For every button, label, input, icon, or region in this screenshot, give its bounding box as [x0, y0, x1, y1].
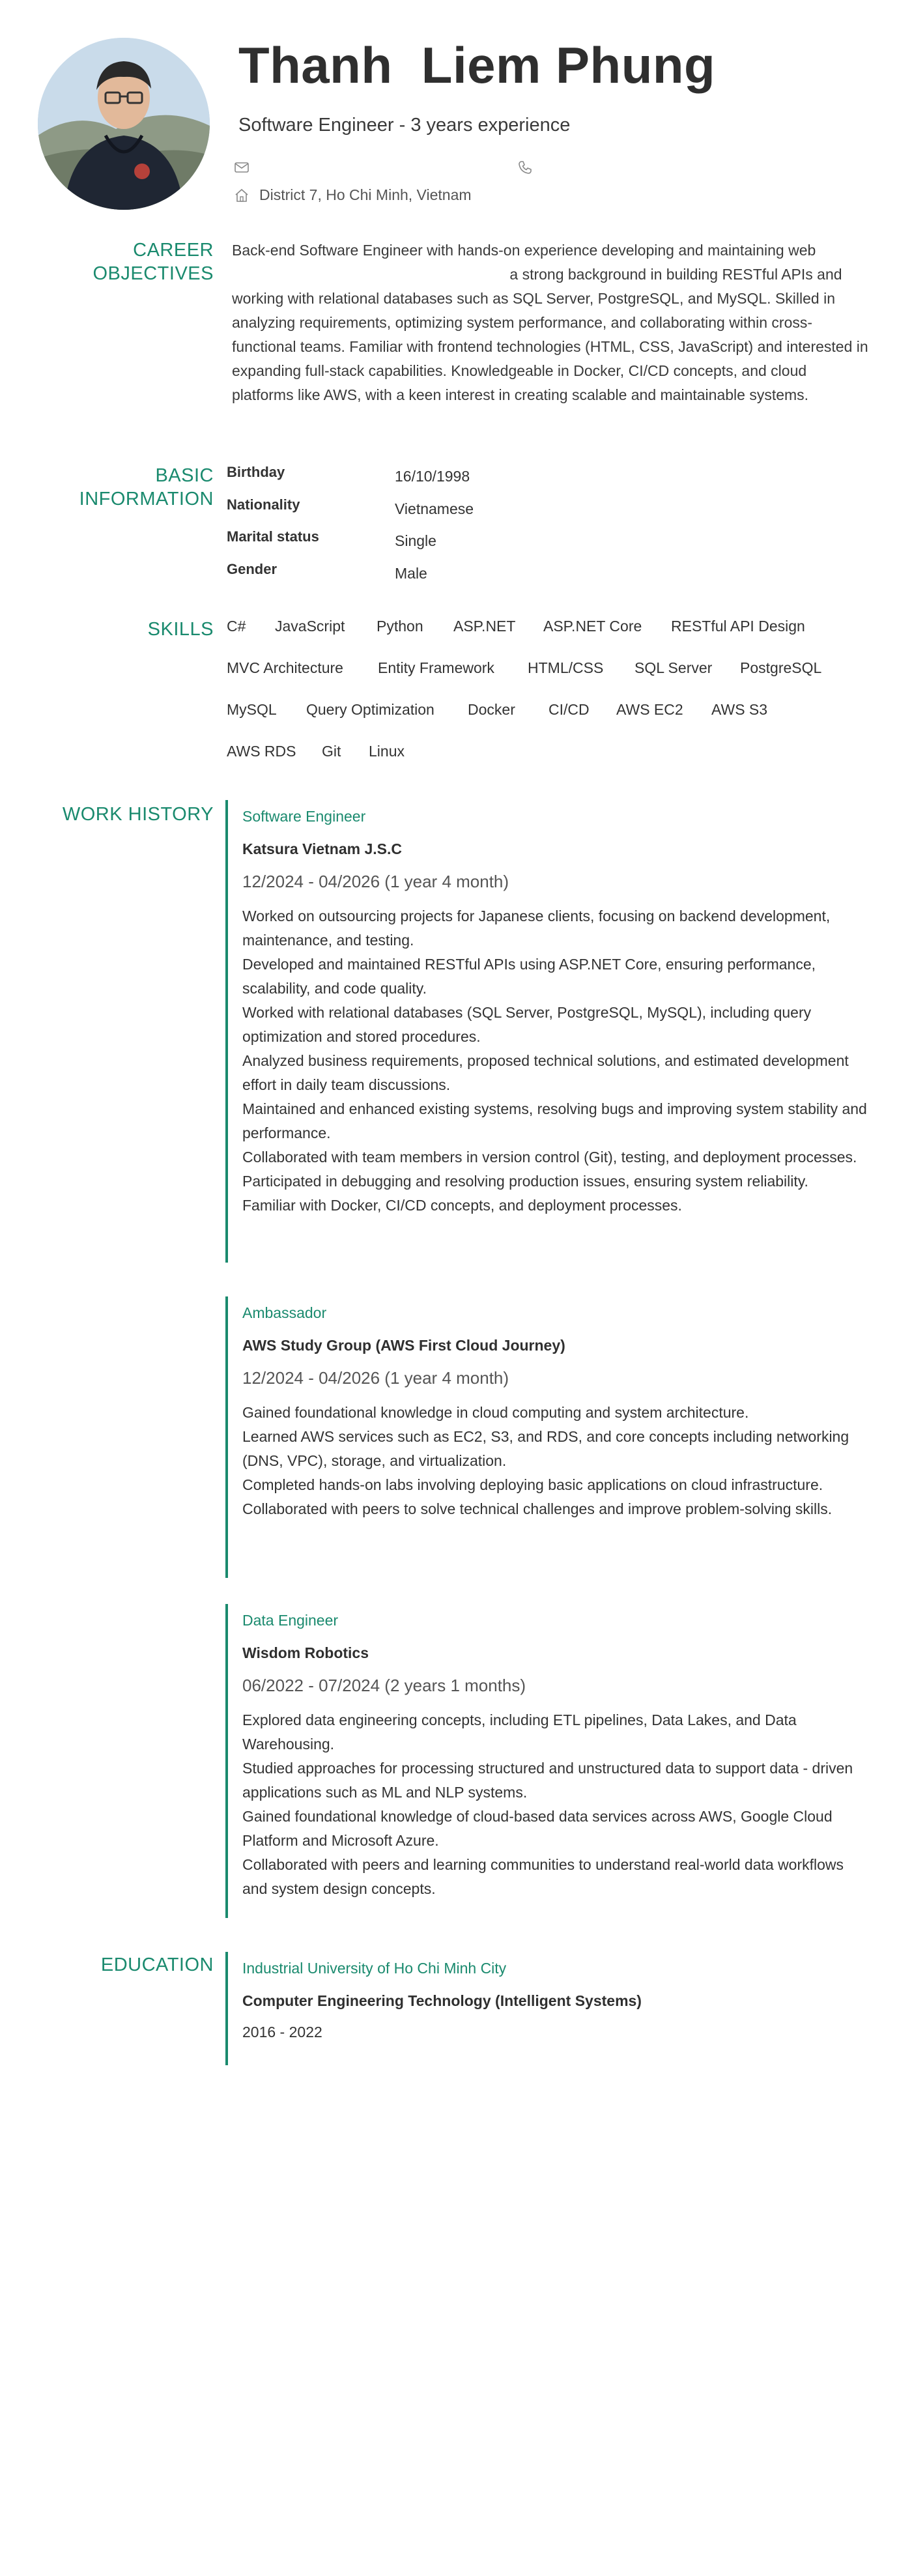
school-name: Industrial University of Ho Chi Minh City [242, 1960, 507, 1977]
profile-photo [38, 38, 210, 210]
job-bullet: Gained foundational knowledge in cloud computing and system architecture. [242, 1404, 749, 1421]
job-bullet: Collaborated with team members in version control (Git), testing, and deployment processes. [242, 1149, 857, 1166]
skill-tag: Python [377, 618, 423, 635]
home-icon [233, 187, 250, 204]
info-label: Nationality [227, 496, 300, 513]
timeline-bar [225, 1604, 228, 1918]
job-period: 12/2024 - 04/2026 (1 year 4 month) [242, 1368, 509, 1388]
section-title-skills: SKILLS [147, 619, 214, 640]
skill-tag: ASP.NET [453, 618, 516, 635]
timeline-bar [225, 800, 228, 1263]
info-row-gender [227, 561, 813, 580]
company-name: Katsura Vietnam J.S.C [242, 840, 403, 857]
info-value: Vietnamese [395, 500, 474, 517]
info-value: Single [395, 532, 436, 549]
job-title: Software Engineer [242, 808, 366, 825]
skill-tag: MVC Architecture [227, 659, 343, 676]
job-description [242, 1708, 868, 1901]
job-bullet: Collaborated with peers to solve technical challenges and improve problem-solving skills. [242, 1500, 833, 1517]
education-entry [225, 1952, 870, 2065]
skill-tag: Git [322, 743, 341, 760]
job-bullet: Gained foundational knowledge of cloud-based data services across AWS, Google Cloud Platform and Microsoft Azure. [242, 1808, 833, 1849]
job-bullet: Studied approaches for processing structured and unstructured data to support data - driven applications such as ML and NLP systems. [242, 1760, 853, 1801]
skill-tag: MySQL [227, 701, 277, 718]
skill-tag: Entity Framework [378, 659, 494, 676]
skill-tag: Query Optimization [306, 701, 435, 718]
skill-tag: HTML/CSS [528, 659, 604, 676]
skill-tag: SQL Server [634, 659, 713, 676]
skill-tag: RESTful API Design [671, 618, 805, 635]
education-period: 2016 - 2022 [242, 2024, 322, 2040]
job-bullet: Worked with relational databases (SQL Server, PostgreSQL, MySQL), including query optimization and stored procedures. [242, 1004, 812, 1045]
job-bullet: Participated in debugging and resolving production issues, ensuring system reliability. [242, 1173, 808, 1190]
objective-part-1: Back-end Software Engineer with hands-on experience developing and maintaining web [232, 242, 816, 259]
job-period: 12/2024 - 04/2026 (1 year 4 month) [242, 872, 509, 891]
skill-tag: Linux [369, 743, 405, 760]
info-label: Birthday [227, 464, 285, 480]
company-name: Wisdom Robotics [242, 1644, 369, 1661]
job-title: Data Engineer [242, 1612, 339, 1629]
job-description [242, 1401, 868, 1521]
career-objective-text [232, 238, 869, 407]
job-bullet: Developed and maintained RESTful APIs using ASP.NET Core, ensuring performance, scalability, and code quality. [242, 956, 816, 997]
info-label: Marital status [227, 528, 319, 545]
skill-tag: AWS RDS [227, 743, 296, 760]
work-entry-wisdom-robotics [225, 1604, 870, 1918]
job-bullet: Explored data engineering concepts, including ETL pipelines, Data Lakes, and Data Warehousing. [242, 1711, 797, 1753]
company-name: AWS Study Group (AWS First Cloud Journey) [242, 1337, 565, 1354]
job-bullet: Completed hands-on labs involving deploying basic applications on cloud infrastructure. [242, 1476, 823, 1493]
timeline-bar [225, 1952, 228, 2065]
info-label: Gender [227, 561, 278, 577]
skill-tag: AWS EC2 [616, 701, 683, 718]
skill-tag: Docker [468, 701, 515, 718]
info-value: Male [395, 565, 427, 582]
work-entry-katsura [225, 800, 870, 1263]
info-row-birthday [227, 464, 813, 483]
email-contact[interactable] [233, 159, 259, 176]
phone-icon [517, 159, 534, 176]
objective-part-2: a strong background in building RESTful APIs and working with relational databases such as SQL Server, PostgreSQL, and MySQL. Skilled in analyzing requirements, optimizing system performance, and collaborating within cross-functional teams. Familiar with frontend technologies (HTML, CSS, JavaScript) and interested in expanding full-stack capabilities. Knowledgeable in Docker, CI/CD concepts, and cloud platforms like AWS, with a keen interest in creating scalable and maintainable systems. [232, 266, 868, 403]
candidate-name: Thanh Liem Phung [238, 36, 716, 94]
skill-tag: PostgreSQL [740, 659, 822, 676]
job-description [242, 904, 868, 1218]
skill-tag: CI/CD [549, 701, 590, 718]
work-entry-aws-study-group [225, 1296, 870, 1578]
job-bullet: Maintained and enhanced existing systems, resolving bugs and improving system stability and performance. [242, 1100, 867, 1141]
info-value: 16/10/1998 [395, 468, 470, 485]
job-period: 06/2022 - 07/2024 (2 years 1 months) [242, 1676, 526, 1695]
major-name: Computer Engineering Technology (Intelligent Systems) [242, 1992, 642, 2009]
job-bullet: Analyzed business requirements, proposed technical solutions, and estimated development effort in daily team discussions. [242, 1052, 849, 1093]
job-bullet: Learned AWS services such as EC2, S3, and RDS, and core concepts including networking (DNS, VPC), storage, and virtualization. [242, 1428, 849, 1469]
job-bullet: Familiar with Docker, CI/CD concepts, and deployment processes. [242, 1197, 682, 1214]
job-title: Ambassador [242, 1304, 327, 1321]
timeline-bar [225, 1296, 228, 1578]
skill-tag: AWS S3 [711, 701, 768, 718]
mail-icon [233, 159, 250, 176]
section-title-basic-info: BASIC INFORMATION [79, 465, 214, 509]
skill-tag: JavaScript [275, 618, 345, 635]
address-contact [233, 186, 472, 204]
address-text: District 7, Ho Chi Minh, Vietnam [259, 186, 472, 203]
info-row-marital-status [227, 528, 813, 548]
avatar [38, 38, 210, 210]
section-title-work-history: WORK HISTORY [62, 804, 214, 825]
info-row-nationality [227, 496, 813, 516]
job-bullet: Collaborated with peers and learning communities to understand real-world data workflows and system design concepts. [242, 1856, 844, 1897]
headline: Software Engineer - 3 years experience [238, 115, 571, 136]
section-title-career: CAREER OBJECTIVES [93, 240, 214, 284]
skill-tag: C# [227, 618, 246, 635]
skill-tag: ASP.NET Core [543, 618, 642, 635]
section-title-education: EDUCATION [100, 1954, 214, 1975]
job-bullet: Worked on outsourcing projects for Japanese clients, focusing on backend development, maintenance, and testing. [242, 908, 831, 949]
phone-contact[interactable] [517, 159, 543, 176]
